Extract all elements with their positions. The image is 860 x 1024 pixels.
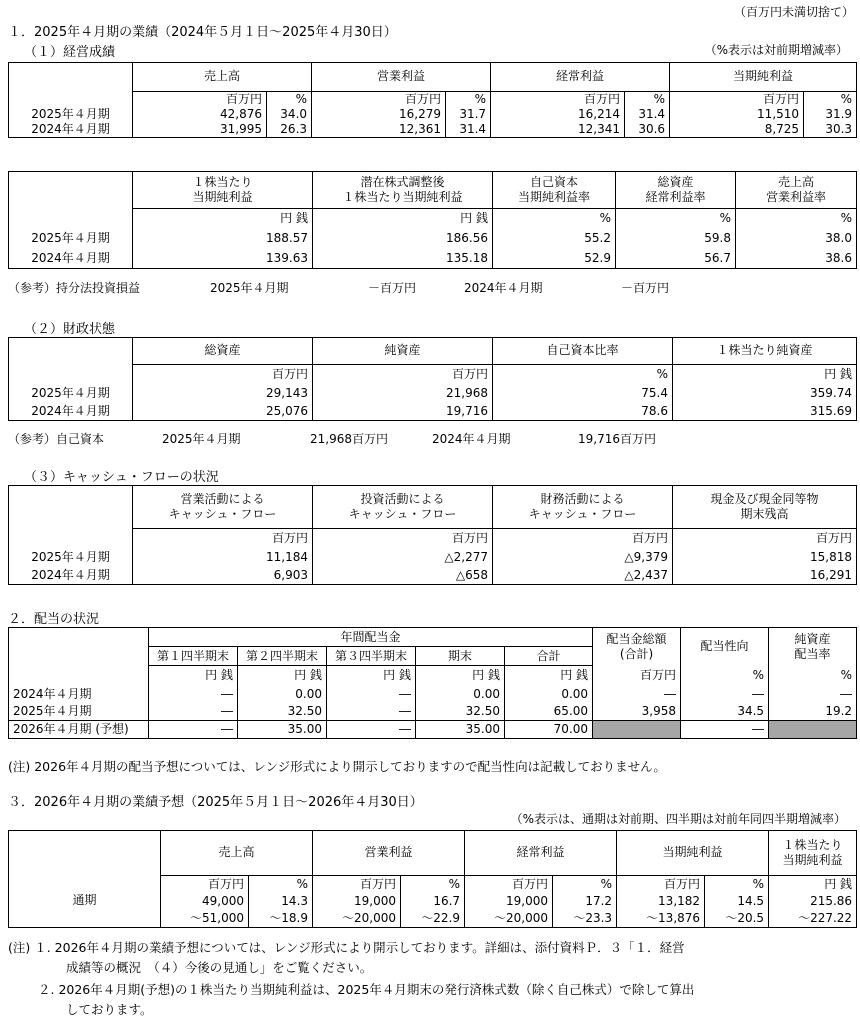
financial-position-subtitle: （２）財政状態 <box>24 322 116 337</box>
section3-title: ３．2026年４月期の業績予想（2025年５月１日～2026年４月30日） <box>8 795 423 810</box>
cell: 31.9 <box>804 107 857 122</box>
unit-cell: % <box>493 364 673 384</box>
unit-cell: 百万円 <box>673 528 857 548</box>
cell: 35.00 <box>238 720 327 738</box>
row-label: 2025年４月期 <box>9 107 133 122</box>
cash-flow-table <box>8 485 857 585</box>
cell: 14.3 <box>249 893 313 910</box>
cell: △658 <box>313 566 493 585</box>
unit-cell: 百万円 <box>465 875 553 893</box>
col-header: 営業利益 <box>312 63 491 92</box>
cell: ～18.9 <box>249 910 313 928</box>
cell: ― <box>327 720 416 738</box>
unit-cell: 百万円 <box>133 528 313 548</box>
dividend-table <box>8 627 857 739</box>
col-header: 当期純利益 <box>617 831 769 876</box>
col-header: １株当たり 当期純利益 <box>769 831 857 876</box>
cell: 25,076 <box>133 402 313 421</box>
col-header: 潜在株式調整後 １株当たり当期純利益 <box>313 172 493 209</box>
ref-period: 2024年４月期 <box>464 281 543 295</box>
row-label: 2025年４月期 <box>9 228 133 248</box>
cell: 13,182 <box>617 893 705 910</box>
col-header: １株当たり純資産 <box>673 338 857 365</box>
cell: ～227.22 <box>769 910 857 928</box>
cell: ～20,000 <box>313 910 401 928</box>
table-row <box>9 566 857 585</box>
cell: △9,379 <box>493 548 673 566</box>
financial-position-table <box>8 337 857 421</box>
ref-period: 2024年４月期 <box>432 432 511 446</box>
col-header: 合計 <box>505 647 593 666</box>
cell: 31.4 <box>625 107 670 122</box>
shaded-cell <box>769 720 857 738</box>
unit-cell: % <box>493 208 616 228</box>
col-header: 投資活動による キャッシュ・フロー <box>313 486 493 529</box>
cell: 0.00 <box>505 686 593 703</box>
unit-cell: % <box>401 875 465 893</box>
cell: 70.00 <box>505 720 593 738</box>
col-header: 自己資本比率 <box>493 338 673 365</box>
col-header: 営業利益 <box>313 831 465 876</box>
col-header: １株当たり 当期純利益 <box>133 172 313 209</box>
pct-note: （%表示は対前期増減率） <box>704 43 848 57</box>
cell: 14.5 <box>705 893 769 910</box>
unit-cell: % <box>616 208 736 228</box>
cell: 30.6 <box>625 122 670 138</box>
cell: 16.7 <box>401 893 465 910</box>
cell: 29,143 <box>133 384 313 402</box>
cell: 34.5 <box>681 703 769 721</box>
table-row <box>9 384 857 402</box>
cell: ～51,000 <box>161 910 249 928</box>
cell: 35.00 <box>416 720 505 738</box>
row-label: 2024年４月期 <box>9 566 133 585</box>
table-row <box>9 548 857 566</box>
col-header: 総資産 <box>133 338 313 365</box>
unit-cell: 百万円 <box>493 528 673 548</box>
unit-cell: % <box>249 875 313 893</box>
cell: ～20.5 <box>705 910 769 928</box>
unit-cell: % <box>267 91 312 107</box>
row-label: 2024年４月期 <box>9 248 133 269</box>
shaded-cell <box>593 720 681 738</box>
unit-cell: % <box>736 208 857 228</box>
cell: ― <box>593 686 681 703</box>
unit-cell: 円 銭 <box>673 364 857 384</box>
col-header: 第１四半期末 <box>149 647 238 666</box>
cell: 75.4 <box>493 384 673 402</box>
cell: 359.74 <box>673 384 857 402</box>
ref-value: －百万円 <box>621 281 670 295</box>
cell: ～23.3 <box>553 910 617 928</box>
ref-value: －百万円 <box>368 281 417 295</box>
cell: 52.9 <box>493 248 616 269</box>
table-row <box>9 686 857 703</box>
cell: 8,725 <box>670 122 804 138</box>
cell: 315.69 <box>673 402 857 421</box>
unit-cell: % <box>681 666 769 686</box>
cell: 188.57 <box>133 228 313 248</box>
unit-cell: 百万円 <box>313 875 401 893</box>
unit-cell: % <box>553 875 617 893</box>
cell: 30.3 <box>804 122 857 138</box>
operating-results-table <box>8 62 857 138</box>
cell: 31,995 <box>133 122 267 138</box>
unit-cell: 円 銭 <box>505 666 593 686</box>
row-label: 2024年４月期 <box>9 122 133 138</box>
cell: 19,000 <box>313 893 401 910</box>
cell: ～13,876 <box>617 910 705 928</box>
col-header: 経常利益 <box>465 831 617 876</box>
table-row <box>9 703 857 721</box>
unit-note: （百万円未満切捨て） <box>733 5 854 19</box>
unit-cell: % <box>705 875 769 893</box>
unit-cell: 百万円 <box>593 666 681 686</box>
cell: ～22.9 <box>401 910 465 928</box>
col-header: 配当性向 <box>681 628 769 666</box>
per-share-table <box>8 171 857 269</box>
cell: 26.3 <box>267 122 312 138</box>
col-header: 営業活動による キャッシュ・フロー <box>133 486 313 529</box>
unit-cell: % <box>625 91 670 107</box>
table-row <box>9 402 857 421</box>
section1-title: １．2025年４月期の業績（2024年５月１日～2025年４月30日） <box>8 25 397 40</box>
cell: 32.50 <box>416 703 505 721</box>
ref-period: 2025年４月期 <box>162 432 241 446</box>
unit-cell: 円 銭 <box>416 666 505 686</box>
unit-cell: 円 銭 <box>238 666 327 686</box>
col-header: 売上高 <box>161 831 313 876</box>
section2-title: ２．配当の状況 <box>8 612 100 627</box>
cell: 59.8 <box>616 228 736 248</box>
cell: 12,341 <box>491 122 625 138</box>
col-header: 当期純利益 <box>670 63 857 92</box>
cell: 38.6 <box>736 248 857 269</box>
table-row <box>9 122 857 138</box>
unit-cell: 百万円 <box>161 875 249 893</box>
cell: 34.0 <box>267 107 312 122</box>
cell: ― <box>327 686 416 703</box>
cell: 19,000 <box>465 893 553 910</box>
row-label: 2024年４月期 <box>9 686 149 703</box>
cell: 38.0 <box>736 228 857 248</box>
cell: 19.2 <box>769 703 857 721</box>
col-header: 売上高 営業利益率 <box>736 172 857 209</box>
cell: 55.2 <box>493 228 616 248</box>
cell: ― <box>149 686 238 703</box>
dividend-note: (注) 2026年４月期の配当予想については、レンジ形式により開示しておりますので配当性向は記載しておりません。 <box>8 759 666 774</box>
col-header: 総資産 経常利益率 <box>616 172 736 209</box>
col-header: 純資産 <box>313 338 493 365</box>
cell: ― <box>149 703 238 721</box>
cell: 78.6 <box>493 402 673 421</box>
cell: 215.86 <box>769 893 857 910</box>
forecast-note-1: (注) １. 2026年４月期の業績予想については、レンジ形式により開示しております。詳細は、添付資料Ｐ．３「１．経営 <box>8 940 685 955</box>
col-header: 経常利益 <box>491 63 670 92</box>
col-header: 配当金総額 (合計) <box>593 628 681 666</box>
unit-cell: 百万円 <box>491 91 625 107</box>
cell: 3,958 <box>593 703 681 721</box>
cell: 15,818 <box>673 548 857 566</box>
col-header: 第２四半期末 <box>238 647 327 666</box>
cell: ― <box>681 720 769 738</box>
cell: 16,214 <box>491 107 625 122</box>
col-header: 純資産 配当率 <box>769 628 857 666</box>
unit-cell: % <box>804 91 857 107</box>
ref-period: 2025年４月期 <box>210 281 289 295</box>
cell: 56.7 <box>616 248 736 269</box>
forecast-note-1-cont: 成績等の概況 （４）今後の見通し」をご覧ください。 <box>66 960 373 975</box>
ref-equity-label: （参考）自己資本 <box>8 432 105 446</box>
forecast-note-2: ２. 2026年４月期(予想)の１株当たり当期純利益は、2025年４月期末の発行済株式数（除く自己株式）で除して算出 <box>38 982 695 997</box>
ref-equity-method-label: （参考）持分法投資損益 <box>8 281 141 295</box>
cell: 135.18 <box>313 248 493 269</box>
cell: 0.00 <box>416 686 505 703</box>
col-header: 現金及び現金同等物 期末残高 <box>673 486 857 529</box>
unit-cell: 百万円 <box>313 364 493 384</box>
table-row <box>9 107 857 122</box>
table-row <box>9 720 857 738</box>
cell: 139.63 <box>133 248 313 269</box>
cell: 0.00 <box>238 686 327 703</box>
row-label: 2025年４月期 <box>9 548 133 566</box>
cell: 11,184 <box>133 548 313 566</box>
unit-cell: 円 銭 <box>149 666 238 686</box>
unit-cell: 百万円 <box>670 91 804 107</box>
row-label: 2026年４月期 (予想) <box>9 720 149 738</box>
unit-cell: 百万円 <box>133 91 267 107</box>
annual-dividend-header: 年間配当金 <box>149 628 593 647</box>
forecast-pct-note: （%表示は、通期は対前期、四半期は対前年同四半期増減率） <box>510 812 846 826</box>
unit-cell: 円 銭 <box>313 208 493 228</box>
unit-cell: 百万円 <box>312 91 446 107</box>
cell: 11,510 <box>670 107 804 122</box>
cell: 19,716 <box>313 402 493 421</box>
row-label: 2025年４月期 <box>9 703 149 721</box>
cell: △2,437 <box>493 566 673 585</box>
row-label: 2025年４月期 <box>9 384 133 402</box>
cell: 49,000 <box>161 893 249 910</box>
cell: ― <box>681 686 769 703</box>
cell: 6,903 <box>133 566 313 585</box>
cell: 31.7 <box>446 107 491 122</box>
col-header: 自己資本 当期純利益率 <box>493 172 616 209</box>
cell: △2,277 <box>313 548 493 566</box>
ref-value: 21,968百万円 <box>310 432 388 446</box>
forecast-table <box>8 830 857 928</box>
cell: 16,279 <box>312 107 446 122</box>
cell: 16,291 <box>673 566 857 585</box>
cell: ～20,000 <box>465 910 553 928</box>
unit-cell: % <box>446 91 491 107</box>
unit-cell: 円 銭 <box>327 666 416 686</box>
unit-cell: % <box>769 666 857 686</box>
unit-cell: 百万円 <box>617 875 705 893</box>
cell: ― <box>769 686 857 703</box>
unit-cell: 円 銭 <box>769 875 857 893</box>
cell: 17.2 <box>553 893 617 910</box>
row-label: 2024年４月期 <box>9 402 133 421</box>
col-header: 売上高 <box>133 63 312 92</box>
ref-value: 19,716百万円 <box>578 432 656 446</box>
cell: 42,876 <box>133 107 267 122</box>
cell: 12,361 <box>312 122 446 138</box>
cell: ― <box>149 720 238 738</box>
cell: 32.50 <box>238 703 327 721</box>
cell: 65.00 <box>505 703 593 721</box>
results-subtitle: （１）経営成績 <box>24 45 116 60</box>
cell: 186.56 <box>313 228 493 248</box>
table-row <box>9 228 857 248</box>
unit-cell: 百万円 <box>133 364 313 384</box>
col-header: 財務活動による キャッシュ・フロー <box>493 486 673 529</box>
unit-cell: 百万円 <box>313 528 493 548</box>
row-label: 通期 <box>9 875 161 927</box>
col-header: 期末 <box>416 647 505 666</box>
table-row <box>9 248 857 269</box>
cell: 21,968 <box>313 384 493 402</box>
cell: 31.4 <box>446 122 491 138</box>
unit-cell: 円 銭 <box>133 208 313 228</box>
cell: ― <box>327 703 416 721</box>
cash-flow-subtitle: （３）キャッシュ・フローの状況 <box>24 470 219 485</box>
forecast-note-2-cont: しております。 <box>66 1002 153 1017</box>
col-header: 第３四半期末 <box>327 647 416 666</box>
